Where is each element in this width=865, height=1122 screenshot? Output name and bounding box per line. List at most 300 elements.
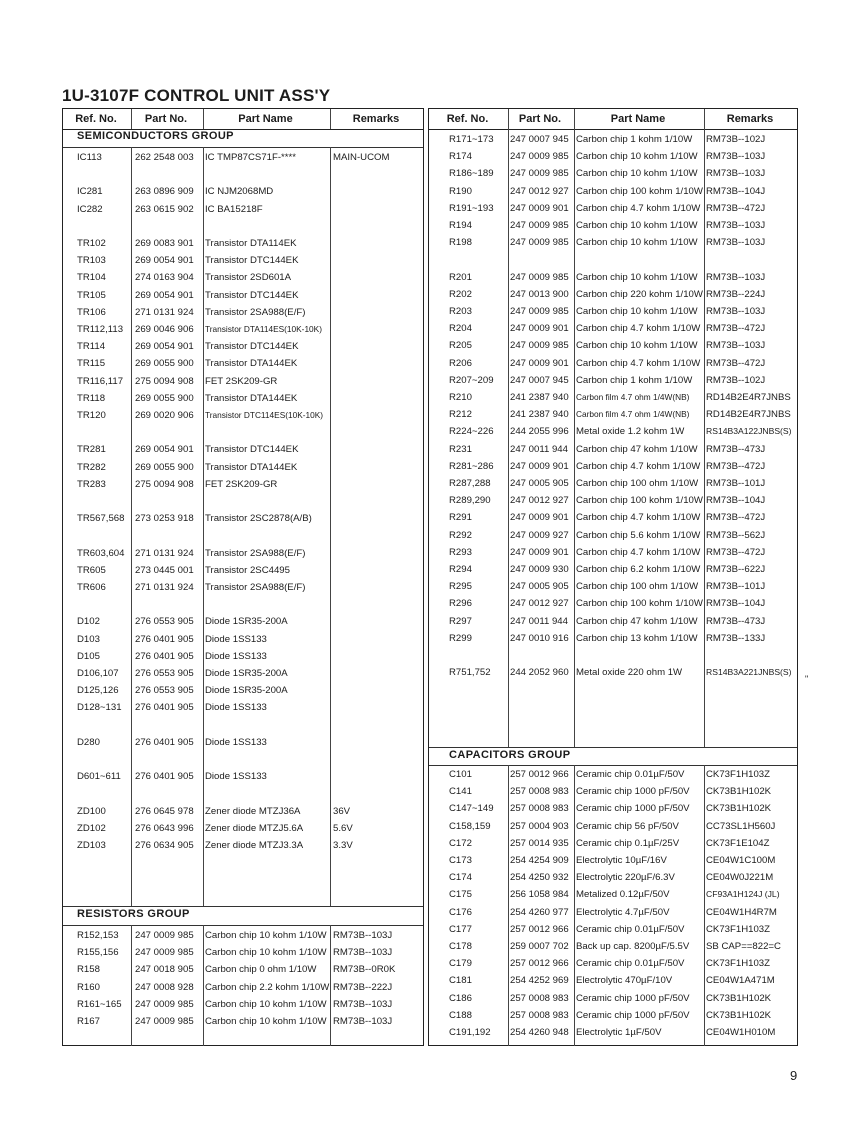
table-row: [63, 682, 423, 699]
cell-ref: C101: [449, 769, 472, 780]
cell-ref: D125,126: [77, 685, 119, 697]
cell-name: Transistor 2SC2878(A/B): [205, 513, 312, 525]
cell-name: Transistor DTC144EK: [205, 289, 299, 301]
table-row: [63, 510, 423, 527]
cell-part: 247 0009 927: [510, 529, 569, 541]
cell-name: Ceramic chip 0.01µF/50V: [576, 958, 685, 970]
cell-name: Zener diode MTZJ36A: [205, 805, 301, 817]
cell-ref: TR606: [77, 582, 106, 593]
cell-part: 276 0553 905: [135, 685, 194, 697]
table-row: [63, 979, 423, 996]
cell-remarks: RM73B--472J: [706, 202, 766, 214]
cell-part: 241 2387 940: [510, 409, 569, 421]
cell-remarks: RM73B--562J: [706, 529, 766, 541]
cell-ref: R203: [449, 306, 472, 317]
table-row: [429, 234, 797, 251]
cell-ref: TR116,117: [77, 375, 124, 387]
cell-name: Diode 1SS133: [205, 771, 267, 783]
table-row: [429, 441, 797, 458]
cell-part: 247 0009 985: [510, 151, 569, 163]
table-row: [429, 372, 797, 389]
cell-name: Carbon chip 10 kohm 1/10W: [576, 340, 698, 352]
table-row: [429, 509, 797, 526]
cell-part: 241 2387 940: [510, 392, 569, 403]
cell-ref: TR281: [77, 444, 106, 456]
table-row: [429, 716, 797, 733]
cell-ref: R206: [449, 357, 472, 369]
cell-ref: R152,153: [77, 930, 119, 941]
cell-name: Carbon chip 100 kohm 1/10W: [576, 495, 703, 507]
cell-part: 257 0004 903: [510, 820, 569, 832]
cell-name: Electrolytic 4.7µF/50V: [576, 906, 670, 918]
cell-name: Diode 1SR35-200A: [205, 668, 288, 679]
cell-ref: R194: [449, 220, 472, 231]
table-row: [429, 835, 797, 852]
cell-name: Transistor 2SA988(E/F): [205, 547, 306, 559]
cell-ref: TR105: [77, 289, 106, 301]
table-row: [63, 287, 423, 304]
table-row: [63, 338, 423, 355]
group-title-resistors: RESISTORS GROUP: [77, 908, 190, 920]
cell-remarks: RM73B--103J: [706, 220, 766, 231]
cell-name: FET 2SK209-GR: [205, 375, 278, 387]
cell-ref: R751,752: [449, 667, 491, 679]
cell-name: Transistor 2SA988(E/F): [205, 306, 306, 318]
cell-ref: R295: [449, 581, 472, 593]
cell-name: Carbon chip 47 kohm 1/10W: [576, 615, 698, 627]
cell-remarks: CK73F1E104Z: [706, 837, 770, 849]
cell-name: Metalized 0.12µF/50V: [576, 889, 670, 901]
cell-remarks: 3.3V: [333, 840, 353, 851]
cell-ref: C179: [449, 958, 472, 970]
cell-part: 276 0401 905: [135, 650, 194, 662]
cell-remarks: RM73B--472J: [706, 323, 766, 335]
cell-part: 276 0553 905: [135, 616, 194, 628]
cell-part: 257 0008 983: [510, 786, 569, 798]
table-row: [429, 955, 797, 972]
cell-ref: IC113: [77, 152, 102, 163]
cell-name: Ceramic chip 1000 pF/50V: [576, 803, 690, 815]
cell-ref: R158: [77, 964, 100, 976]
cell-part: 276 0401 905: [135, 736, 194, 748]
table-row: [63, 218, 423, 235]
cell-name: Carbon chip 10 kohm 1/10W: [205, 930, 327, 941]
table-row: [63, 579, 423, 596]
cell-name: Transistor 2SD601A: [205, 272, 292, 284]
cell-remarks: RM73B--102J: [706, 134, 766, 145]
header-ref-no: Ref. No.: [75, 113, 117, 125]
cell-part: 247 0011 944: [510, 615, 568, 627]
cell-ref: ZD100: [77, 805, 106, 817]
cell-ref: R294: [449, 564, 472, 575]
cell-part: 276 0643 996: [135, 822, 194, 834]
cell-ref: D103: [77, 633, 100, 645]
cell-name: Carbon chip 10 kohm 1/10W: [576, 271, 698, 283]
table-row: [429, 492, 797, 509]
table-row: [429, 681, 797, 698]
cell-part: 247 0009 985: [135, 930, 194, 941]
table-row: [63, 235, 423, 252]
table-row: [63, 269, 423, 286]
table-row: [63, 631, 423, 648]
table-row: [63, 562, 423, 579]
table-row: [63, 390, 423, 407]
cell-ref: C141: [449, 786, 472, 798]
cell-ref: TR102: [77, 238, 106, 249]
cell-part: 269 0054 901: [135, 289, 194, 301]
cell-remarks: RM73B--104J: [706, 185, 766, 197]
cell-name: Carbon chip 220 kohm 1/10W: [576, 288, 703, 300]
cell-part: 276 0401 905: [135, 633, 194, 645]
cell-remarks: CK73B1H102K: [706, 1009, 772, 1021]
cell-remarks: RS14B3A122JNBS(S): [706, 426, 792, 437]
cell-name: Carbon film 4.7 ohm 1/4W(NB): [576, 392, 690, 402]
cell-part: 269 0054 901: [135, 341, 194, 353]
cell-name: Carbon chip 4.7 kohm 1/10W: [576, 546, 701, 558]
cell-ref: ZD103: [77, 840, 106, 851]
cell-ref: R161~165: [77, 998, 122, 1010]
cell-part: 247 0005 905: [510, 478, 569, 489]
table-row: [429, 320, 797, 337]
cell-name: Ceramic chip 1000 pF/50V: [576, 992, 690, 1004]
cell-ref: R296: [449, 598, 472, 610]
divider: [429, 747, 797, 748]
cell-name: Carbon chip 10 kohm 1/10W: [576, 168, 698, 180]
cell-ref: ZD102: [77, 822, 106, 834]
table-row: [63, 751, 423, 768]
cell-ref: R190: [449, 185, 472, 197]
cell-ref: D601~611: [77, 771, 121, 783]
cell-part: 244 2052 960: [510, 667, 569, 679]
cell-ref: C178: [449, 941, 472, 952]
cell-name: Diode 1SS133: [205, 650, 267, 662]
cell-ref: C147~149: [449, 803, 494, 815]
table-row: [63, 166, 423, 183]
cell-name: Diode 1SR35-200A: [205, 616, 288, 628]
header-part-no: Part No.: [518, 113, 562, 125]
cell-ref: R171~173: [449, 134, 494, 145]
table-row: [429, 200, 797, 217]
table-row: [63, 545, 423, 562]
table-row: [63, 785, 423, 802]
cell-ref: R210: [449, 392, 472, 403]
table-row: [63, 854, 423, 871]
cell-name: IC NJM2068MD: [205, 186, 274, 198]
cell-remarks: RM73B--472J: [706, 512, 766, 524]
cell-part: 271 0131 924: [135, 547, 194, 559]
table-row: [63, 201, 423, 218]
cell-name: Transistor 2SA988(E/F): [205, 582, 306, 593]
cell-name: Carbon chip 100 ohm 1/10W: [576, 581, 699, 593]
divider: [63, 147, 423, 148]
cell-ref: R160: [77, 981, 100, 993]
cell-ref: R299: [449, 632, 472, 644]
header-part-name: Part Name: [238, 113, 293, 125]
cell-remarks: 5.6V: [333, 822, 353, 834]
cell-part: 247 0009 985: [510, 237, 569, 249]
cell-part: 273 0445 001: [135, 564, 194, 576]
cell-part: 276 0401 905: [135, 702, 194, 714]
cell-part: 257 0008 983: [510, 1009, 569, 1021]
table-row: [429, 578, 797, 595]
cell-part: 256 1058 984: [510, 889, 569, 901]
cell-ref: TR120: [77, 410, 106, 421]
cell-remarks: RM73B--102J: [706, 374, 766, 386]
cell-remarks: CE04W1C100M: [706, 855, 776, 866]
table-row: [429, 303, 797, 320]
cell-remarks: RM73B--103J: [706, 237, 766, 249]
cell-name: Transistor DTA144EK: [205, 358, 298, 370]
cell-remarks: RD14B2E4R7JNBS: [706, 392, 791, 403]
table-row: [429, 148, 797, 165]
cell-ref: R281~286: [449, 460, 494, 472]
cell-part: 269 0046 906: [135, 324, 194, 335]
cell-ref: C158,159: [449, 820, 491, 832]
table-row: [63, 837, 423, 854]
cell-part: 247 0018 905: [135, 964, 194, 976]
cell-name: Transistor DTA144EK: [205, 392, 298, 404]
cell-part: 247 0009 930: [510, 564, 569, 575]
header-part-no: Part No.: [144, 113, 188, 125]
divider: [63, 925, 423, 926]
cell-remarks: RM73B--104J: [706, 598, 766, 610]
cell-name: Electrolytic 220µF/6.3V: [576, 872, 675, 884]
cell-ref: TR115: [77, 358, 106, 370]
cell-part: 269 0054 901: [135, 444, 194, 456]
table-row: [429, 217, 797, 234]
cell-name: Carbon chip 10 kohm 1/10W: [576, 306, 698, 317]
table-row: [63, 373, 423, 390]
table-row: [429, 458, 797, 475]
cell-name: Carbon chip 10 kohm 1/10W: [205, 947, 327, 959]
table-row: [429, 595, 797, 612]
cell-ref: TR104: [77, 272, 106, 284]
cell-ref: R297: [449, 615, 472, 627]
cell-part: 262 2548 003: [135, 152, 194, 163]
right-table-header: [429, 109, 797, 130]
cell-name: Electrolytic 470µF/10V: [576, 975, 673, 987]
table-row: [63, 407, 423, 424]
group-title-semiconductors: SEMICONDUCTORS GROUP: [77, 130, 234, 142]
cell-name: Carbon chip 10 kohm 1/10W: [205, 1016, 327, 1027]
cell-name: Carbon chip 0 ohm 1/10W: [205, 964, 317, 976]
cell-ref: TR103: [77, 255, 106, 267]
page-number: 9: [790, 1068, 798, 1083]
cell-name: Ceramic chip 0.01µF/50V: [576, 923, 685, 935]
header-ref-no: Ref. No.: [446, 113, 489, 125]
cell-ref: D128~131: [77, 702, 122, 714]
cell-part: 254 4254 909: [510, 855, 569, 866]
table-row: [429, 286, 797, 303]
cell-ref: D280: [77, 736, 100, 748]
cell-ref: R293: [449, 546, 472, 558]
column-divider: [330, 109, 331, 129]
cell-ref: TR106: [77, 306, 106, 318]
cell-name: Carbon chip 13 kohm 1/10W: [576, 632, 698, 644]
cell-remarks: RM73B--103J: [333, 1016, 393, 1027]
table-row: [63, 441, 423, 458]
cell-ref: R231: [449, 443, 472, 455]
cell-name: Carbon chip 10 kohm 1/10W: [576, 220, 698, 231]
page-title: 1U-3107F CONTROL UNIT ASS'Y: [62, 86, 331, 105]
cell-name: Transistor DTC144EK: [205, 255, 299, 267]
table-row: [429, 818, 797, 835]
cell-part: 247 0012 927: [510, 495, 569, 507]
cell-remarks: CE04W0J221M: [706, 872, 774, 884]
cell-ref: R205: [449, 340, 472, 352]
cell-ref: R198: [449, 237, 472, 249]
cell-ref: C172: [449, 837, 472, 849]
cell-part: 247 0012 927: [510, 185, 569, 197]
cell-part: 247 0007 945: [510, 374, 569, 386]
cell-remarks: RM73B--473J: [706, 615, 766, 627]
cell-name: Carbon chip 4.7 kohm 1/10W: [576, 323, 701, 335]
table-row: [429, 337, 797, 354]
cell-name: Carbon chip 47 kohm 1/10W: [576, 443, 698, 455]
table-row: [429, 1007, 797, 1024]
cell-part: 247 0009 901: [510, 512, 569, 524]
cell-part: 263 0896 909: [135, 186, 194, 198]
table-row: [429, 852, 797, 869]
cell-part: 247 0009 901: [510, 323, 569, 335]
cell-name: Carbon chip 10 kohm 1/10W: [576, 151, 698, 163]
cell-remarks: RM73B--101J: [706, 581, 766, 593]
cell-remarks: RM73B--103J: [333, 998, 393, 1010]
cell-remarks: RM73B--472J: [706, 546, 766, 558]
cell-part: 269 0055 900: [135, 392, 194, 404]
cell-name: Metal oxide 1.2 kohm 1W: [576, 426, 685, 438]
table-row: [63, 149, 423, 166]
table-row: [429, 544, 797, 561]
cell-part: 276 0634 905: [135, 840, 194, 851]
cell-ref: TR114: [77, 341, 106, 353]
table-row: [63, 252, 423, 269]
table-row: [63, 355, 423, 372]
cell-remarks: RM73B--473J: [706, 443, 766, 455]
cell-remarks: MAIN-UCOM: [333, 152, 390, 163]
cell-part: 247 0009 985: [135, 1016, 194, 1027]
cell-ref: R292: [449, 529, 472, 541]
cell-ref: IC281: [77, 186, 103, 198]
table-row: [63, 596, 423, 613]
cell-name: Transistor DTC114ES(10K-10K): [205, 410, 324, 420]
cell-name: Ceramic chip 1000 pF/50V: [576, 786, 690, 798]
cell-part: 257 0008 983: [510, 992, 569, 1004]
table-row: [63, 493, 423, 510]
table-row: [429, 647, 797, 664]
column-divider: [203, 109, 204, 129]
table-row: [429, 269, 797, 286]
cell-ref: C186: [449, 992, 472, 1004]
cell-part: 247 0009 901: [510, 202, 569, 214]
table-row: [429, 630, 797, 647]
cell-ref: TR112,113: [77, 324, 124, 335]
cell-name: Carbon chip 100 kohm 1/10W: [576, 185, 703, 197]
cell-remarks: RM73B--103J: [706, 340, 766, 352]
table-row: [63, 304, 423, 321]
cell-ref: TR282: [77, 461, 106, 473]
cell-ref: TR567,568: [77, 513, 125, 525]
cell-remarks: RM73B--104J: [706, 495, 766, 507]
cell-ref: TR283: [77, 478, 106, 490]
table-row: [429, 131, 797, 148]
cell-ref: TR118: [77, 392, 106, 404]
cell-name: IC TMP87CS71F-****: [205, 152, 296, 163]
cell-name: Carbon chip 4.7 kohm 1/10W: [576, 202, 701, 214]
left-table-header: [63, 109, 423, 130]
cell-name: IC BA15218F: [205, 203, 263, 215]
table-row: [63, 768, 423, 785]
table-row: [63, 183, 423, 200]
cell-name: Transistor DTA114ES(10K-10K): [205, 324, 322, 334]
cell-name: Transistor DTC144EK: [205, 444, 299, 456]
table-row: [63, 476, 423, 493]
cell-ref: R167: [77, 1016, 100, 1027]
cell-ref: C188: [449, 1009, 472, 1021]
cell-remarks: RM73B--222J: [333, 981, 393, 993]
cell-remarks: CC73SL1H560J: [706, 820, 776, 832]
table-row: [429, 869, 797, 886]
cell-name: Carbon chip 10 kohm 1/10W: [576, 237, 698, 249]
cell-part: 247 0009 985: [510, 271, 569, 283]
table-row: [429, 165, 797, 182]
cell-name: Transistor DTA144EK: [205, 461, 298, 473]
cell-part: 257 0008 983: [510, 803, 569, 815]
table-row: [63, 717, 423, 734]
table-row: [429, 423, 797, 440]
table-row: [63, 803, 423, 820]
cell-name: Carbon chip 10 kohm 1/10W: [205, 998, 327, 1010]
divider: [63, 906, 423, 907]
table-row: [63, 820, 423, 837]
cell-part: 257 0014 935: [510, 837, 569, 849]
cell-part: 271 0131 924: [135, 582, 194, 593]
cell-part: 273 0253 918: [135, 513, 194, 525]
cell-name: Metal oxide 220 ohm 1W: [576, 667, 683, 679]
cell-remarks: CK73B1H102K: [706, 803, 772, 815]
cell-remarks: CE04W1A471M: [706, 975, 775, 987]
cell-remarks: RM73B--0R0K: [333, 964, 396, 976]
cell-name: Ceramic chip 1000 pF/50V: [576, 1009, 690, 1021]
cell-name: Carbon chip 2.2 kohm 1/10W: [205, 981, 330, 993]
cell-remarks: CF93A1H124J (JL): [706, 889, 780, 900]
cell-part: 247 0009 985: [510, 168, 569, 180]
cell-ref: R289,290: [449, 495, 491, 507]
table-row: [429, 1024, 797, 1041]
cell-part: 247 0009 985: [510, 306, 569, 317]
cell-part: 276 0553 905: [135, 668, 194, 679]
group-title-capacitors: CAPACITORS GROUP: [449, 749, 571, 761]
cell-name: Carbon chip 1 kohm 1/10W: [576, 134, 693, 145]
cell-remarks: RM73B--103J: [706, 306, 766, 317]
table-row: [63, 1013, 423, 1030]
cell-ref: D106,107: [77, 668, 119, 679]
table-row: [429, 613, 797, 630]
cell-ref: R202: [449, 288, 472, 300]
table-row: [429, 251, 797, 268]
table-row: [63, 665, 423, 682]
cell-remarks: CK73F1H103Z: [706, 769, 770, 780]
cell-part: 254 4250 932: [510, 872, 569, 884]
cell-ref: R204: [449, 323, 472, 335]
cell-ref: C177: [449, 923, 472, 935]
cell-part: 247 0007 945: [510, 134, 569, 145]
cell-remarks: CK73B1H102K: [706, 786, 772, 798]
cell-ref: R201: [449, 271, 472, 283]
table-row: [429, 766, 797, 783]
table-row: [63, 424, 423, 441]
cell-part: 269 0055 900: [135, 358, 194, 370]
